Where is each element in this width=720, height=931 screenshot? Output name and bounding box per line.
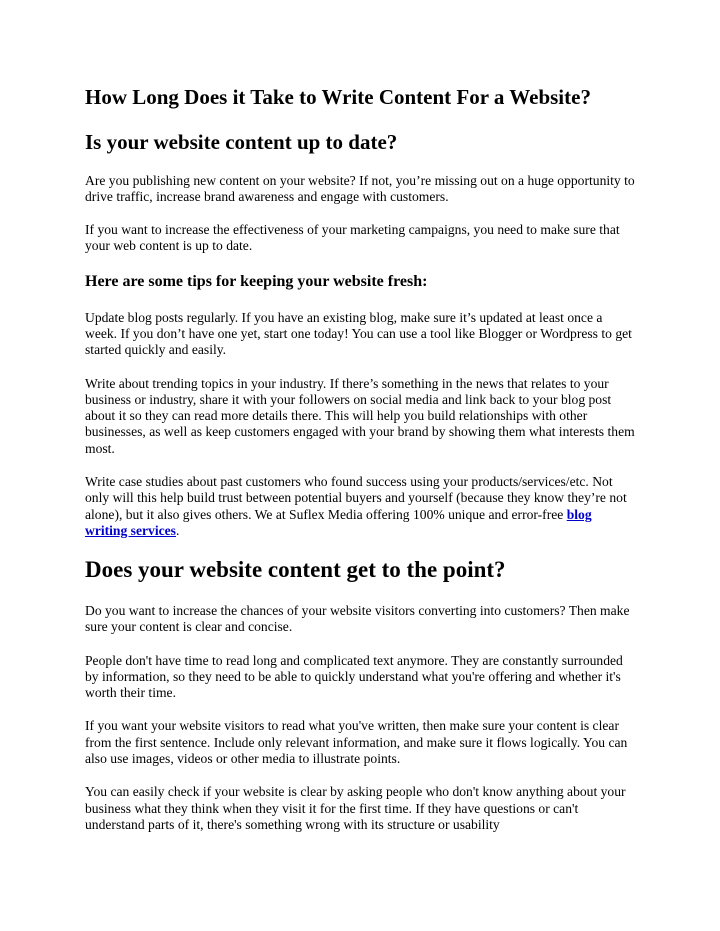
paragraph-text: . bbox=[175, 522, 180, 538]
tips-heading: Here are some tips for keeping your website fresh: bbox=[85, 272, 428, 290]
paragraph: Do you want to increase the chances of your website visitors converting into customers? Then make sure your content is clear and concise. bbox=[85, 603, 630, 635]
paragraph: If you want to increase the effectiveness of your marketing campaigns, you need to make sure that your web content is up to date. bbox=[85, 222, 620, 254]
page-title: How Long Does it Take to Write Content For a Website? bbox=[85, 85, 591, 109]
paragraph: Write about trending topics in your industry. If there’s something in the news that relates to your business or industry, share it with your followers on social media and link back to your blog post about it so they can read more details there. This will help you build relationships with other businesses, as well as keep customers engaged with your brand by showing them what interests them most. bbox=[85, 375, 635, 456]
document-page bbox=[85, 84, 637, 850]
paragraph: Are you publishing new content on your website? If not, you’re missing out on a huge opportunity to drive traffic, increase brand awareness and engage with customers. bbox=[85, 172, 635, 204]
section-heading-up-to-date: Is your website content up to date? bbox=[85, 130, 398, 155]
blog-writing-services-link[interactable]: blog writing services bbox=[85, 506, 592, 538]
paragraph: If you want your website visitors to read what you've written, then make sure your content is clear from the first sentence. Include only relevant information, and make sure it flows logically. You can also use images, videos or other media to illustrate points. bbox=[85, 718, 628, 767]
paragraph-text: Write case studies about past customers who found success using your products/services/etc. Not only will this help build trust between potential buyers and yourself (because they know they’re not alone), but it also gives others. We at Suflex Media offering 100% unique and error-free bbox=[85, 474, 627, 522]
paragraph: You can easily check if your website is clear by asking people who don't know anything about your business what they think when they visit it for the first time. If they have questions or can't understand parts of it, there's something wrong with its structure or usability bbox=[85, 784, 626, 832]
section-heading-to-the-point: Does your website content get to the point? bbox=[85, 557, 506, 583]
paragraph: People don't have time to read long and complicated text anymore. They are constantly surrounded by information, so they need to be able to quickly understand what you're offering and whether it's worth their time. bbox=[85, 652, 623, 701]
paragraph: Update blog posts regularly. If you have an existing blog, make sure it’s updated at least once a week. If you don’t have one yet, start one today! You can use a tool like Blogger or Wordpress to get started quickly and easily. bbox=[85, 309, 632, 358]
paragraph-with-link bbox=[85, 474, 637, 539]
